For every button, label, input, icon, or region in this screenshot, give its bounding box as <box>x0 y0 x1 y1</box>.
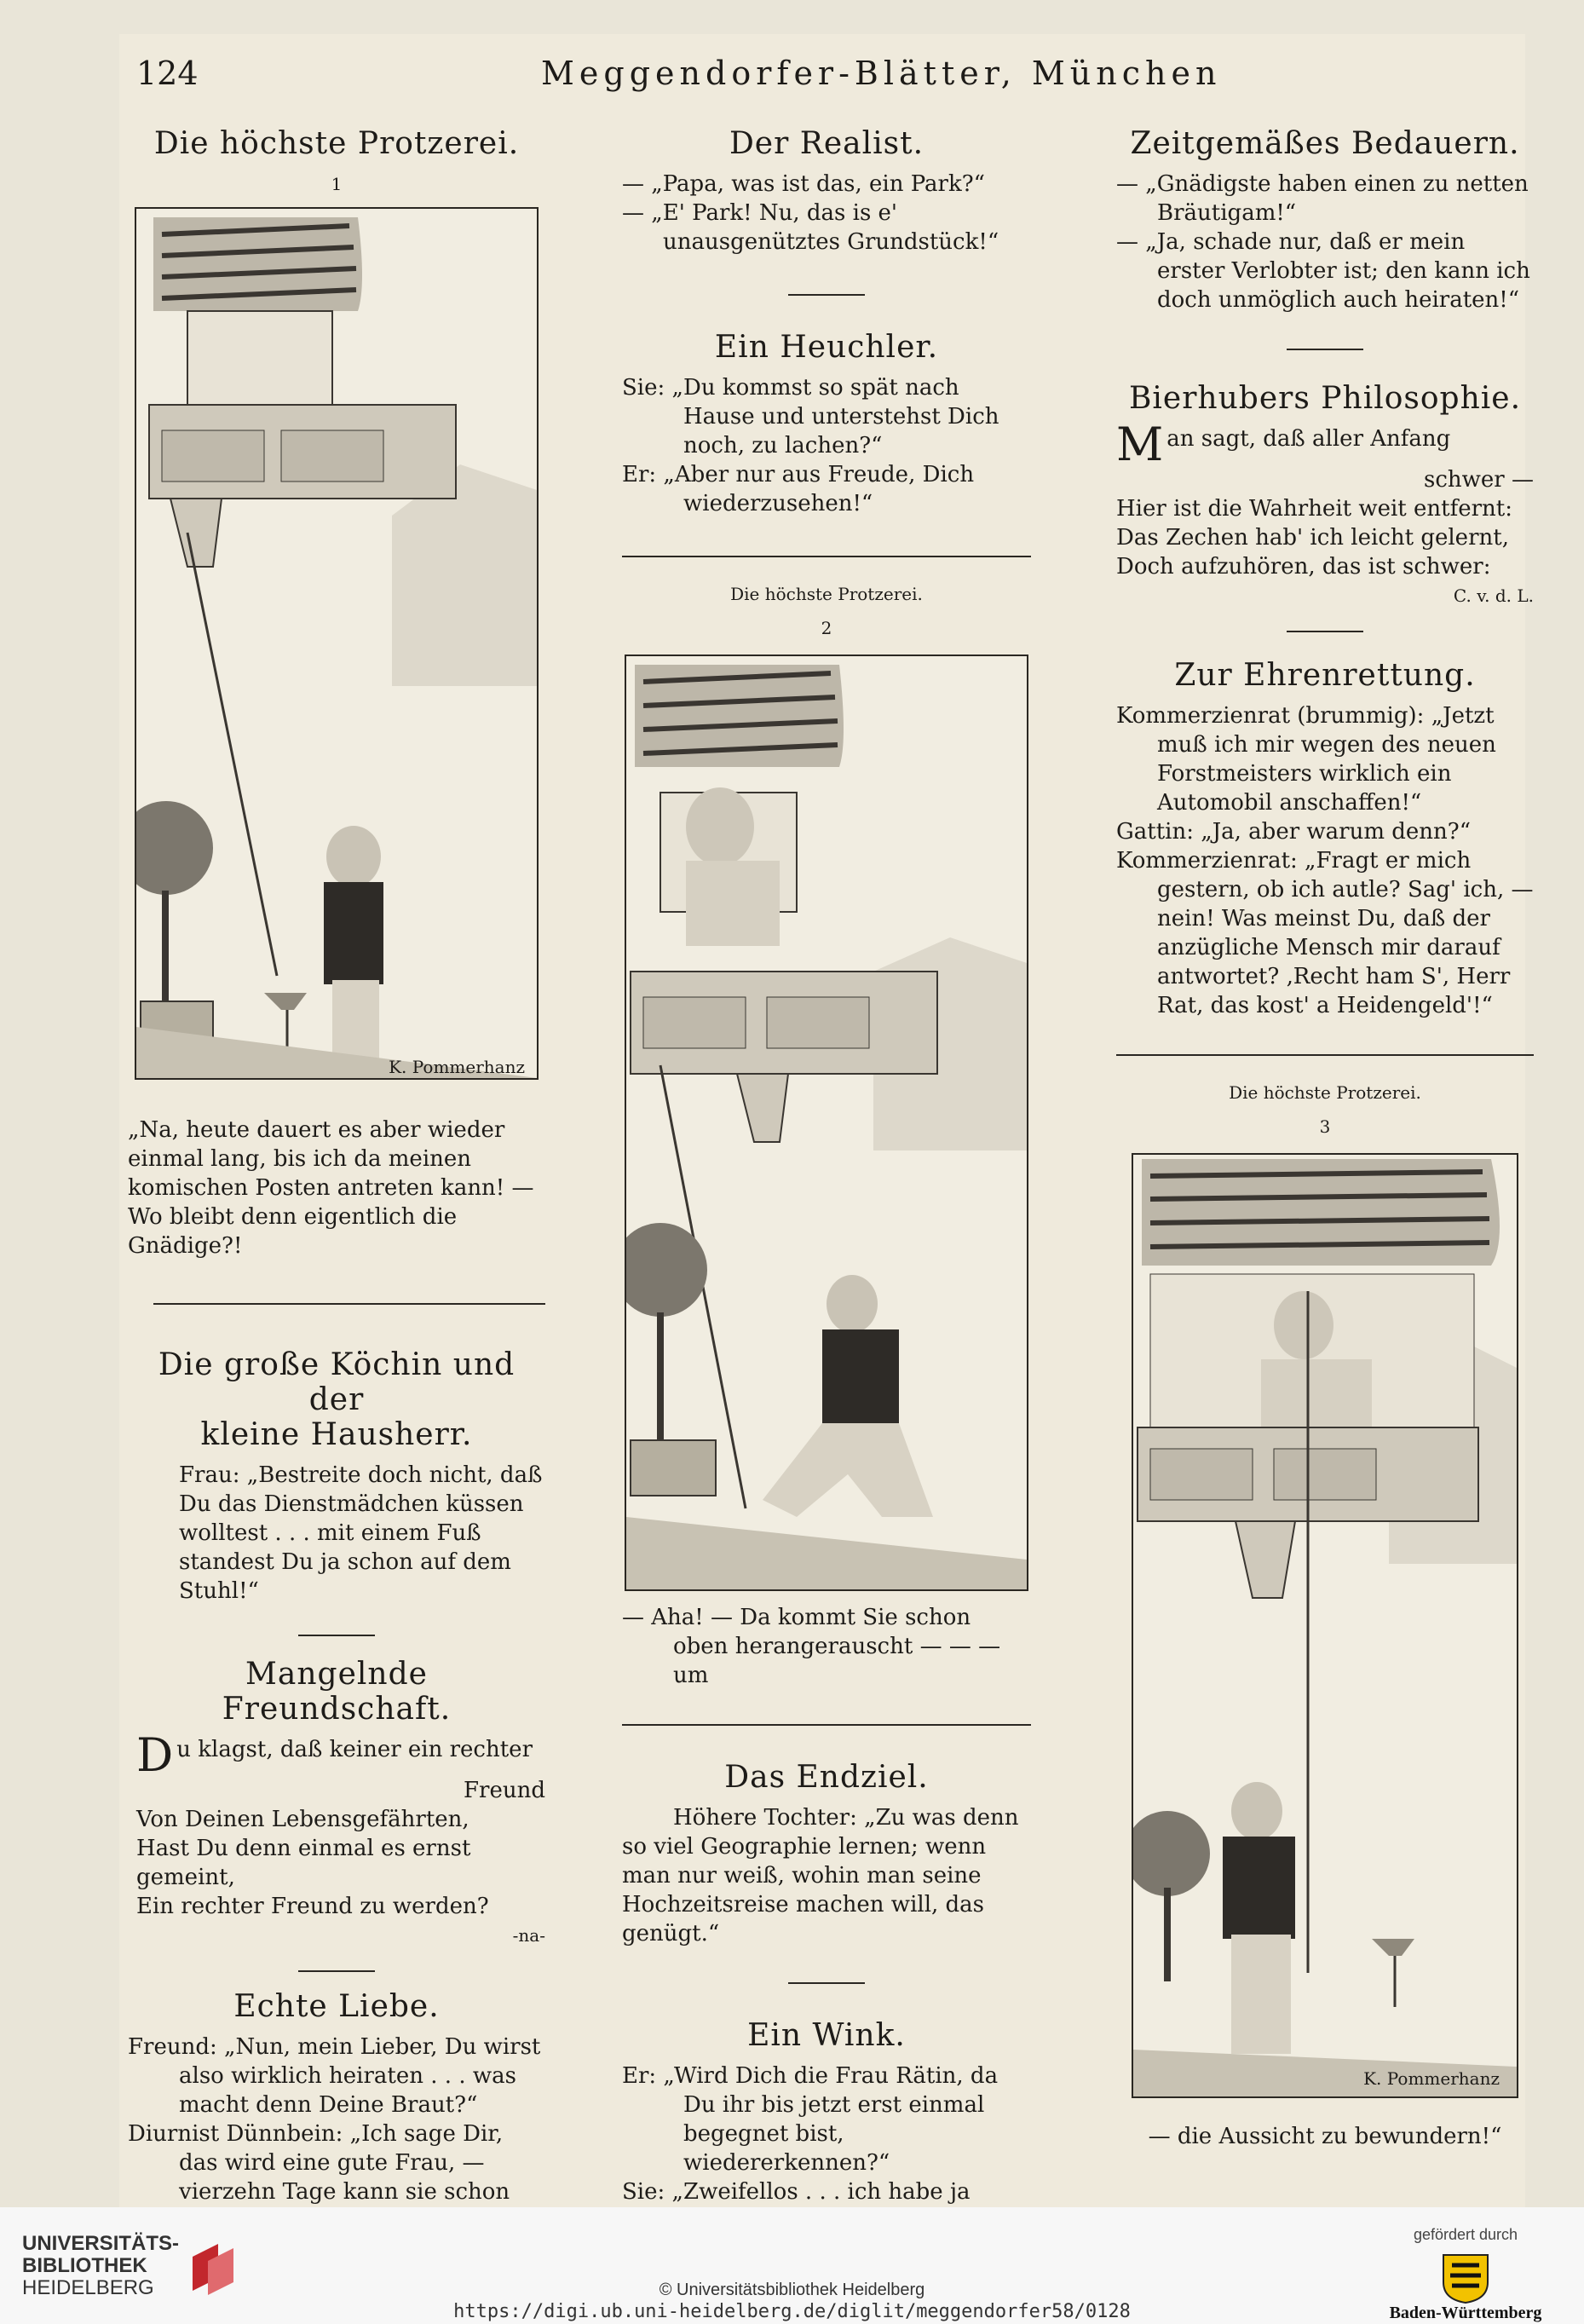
article-title: Echte Liebe. <box>233 1989 440 2024</box>
cartoon-title: Die höchste Protzerei. <box>1229 1082 1421 1103</box>
poem-line: u klagst, daß keiner ein rechter <box>176 1737 533 1762</box>
separator-rule <box>788 294 865 296</box>
drop-capital: M <box>1116 418 1164 471</box>
article-title: Der Realist. <box>729 126 924 161</box>
article-title: Die große Köchin und der <box>158 1347 516 1417</box>
artist-signature: K. Pommerhanz <box>389 1057 525 1077</box>
article-text: Diurnist Dünnbein: „Ich sage Dir, das wird eine gute Frau, — vierzehn Tage kann sie schon <box>128 2121 510 2205</box>
cartoon-caption: „Na, heute dauert es aber wieder einmal lang, bis ich da meinen komischen Posten antreten kann! — Wo bleibt denn eigentlich die Gnädige?! <box>128 1117 534 1259</box>
article-title: Bierhubers Philosophie. <box>1128 381 1522 416</box>
article-text: Sie: „Zweifellos . . . ich habe ja <box>622 2179 971 2205</box>
separator-rule <box>1287 631 1363 632</box>
library-name-line: UNIVERSITÄTS- <box>22 2232 180 2255</box>
article-text: Frau: „Bestreite doch nicht, daß Du das Dienstmädchen küssen wolltest . . . mit einem Fuß standest Du ja schon auf dem Stuhl!“ <box>179 1462 543 1604</box>
library-name-line: HEIDELBERG <box>22 2276 154 2299</box>
author-signature: -na- <box>512 1925 545 1946</box>
state-crest-icon <box>1442 2252 1489 2304</box>
library-footer <box>0 2207 1584 2324</box>
article-title: kleine Hausherr. <box>200 1417 473 1452</box>
drop-capital: D <box>136 1728 174 1782</box>
article-text: — „E' Park! Nu, das is e' unausgenütztes Grundstück!“ <box>622 200 999 255</box>
article-title: Zur Ehrenrettung. <box>1174 658 1476 693</box>
article-title: Das Endziel. <box>724 1760 929 1795</box>
article-text: Höhere Tochter: „Zu was denn so viel Geographie lernen; wenn man nur weiß, wohin man seine Hochzeitsreise machen will, das genügt.“ <box>622 1805 1019 1946</box>
cartoon-illustration <box>136 209 537 1078</box>
cartoon-number: 2 <box>821 618 832 638</box>
cartoon-title: Die höchste Protzerei. <box>730 584 923 604</box>
cartoon-panel-3 <box>1132 1153 1518 2098</box>
article-text: — „Ja, schade nur, daß er mein erster Verlobter ist; den kann ich doch unmöglich auch heiraten!“ <box>1116 229 1530 313</box>
article-text: Er: „Wird Dich die Frau Rätin, da Du ihr bis jetzt erst einmal begegnet bist, wiedererkennen?“ <box>622 2063 999 2176</box>
page-number: 124 <box>136 55 199 92</box>
poem-line: schwer — <box>1424 467 1534 493</box>
article-text: — „Gnädigste haben einen zu netten Bräutigam!“ <box>1116 171 1529 226</box>
separator-rule <box>622 1724 1031 1726</box>
artist-signature: K. Pommerhanz <box>1363 2068 1500 2089</box>
separator-rule <box>622 556 1031 557</box>
poem <box>128 1728 545 1950</box>
article-title: Ein Heuchler. <box>714 330 939 365</box>
poem-line: Hast Du denn einmal es ernst gemeint, <box>136 1836 471 1890</box>
article-text: — „Papa, was ist das, ein Park?“ <box>622 171 985 197</box>
article-text: Kommerzienrat (brummig): „Jetzt muß ich mir wegen des neuen Forstmeisters wirklich ein Automobil anschaffen!“ <box>1116 703 1496 816</box>
article-text: Freund: „Nun, mein Lieber, Du wirst also wirklich heiraten . . . was macht denn Deine Braut?“ <box>128 2034 541 2118</box>
article-title: Die höchste Protzerei. <box>153 126 520 161</box>
article-title: Zeitgemäßes Bedauern. <box>1130 126 1520 161</box>
poem-line: Doch aufzuhören, das ist schwer: <box>1116 554 1491 580</box>
separator-rule <box>1116 1054 1534 1056</box>
article-text: Er: „Aber nur aus Freude, Dich wiederzusehen!“ <box>622 462 975 516</box>
cartoon-caption: — die Aussicht zu bewundern!“ <box>1148 2124 1502 2149</box>
article-text: Sie: „Du kommst so spät nach Hause und unterstehst Dich noch, zu lachen?“ <box>622 375 999 458</box>
cartoon-number: 3 <box>1319 1116 1331 1137</box>
column-2 <box>622 119 1031 2264</box>
cartoon-caption: — Aha! — Da kommt Sie schon oben herangerauscht — — — um <box>622 1605 1001 1688</box>
poem-line: Hier ist die Wahrheit weit entfernt: <box>1116 496 1512 522</box>
poem-line: Von Deinen Lebensgefährten, <box>136 1807 469 1832</box>
permalink-url[interactable]: https://digi.ub.uni-heidelberg.de/diglit/meggendorfer58/0128 <box>453 2301 1131 2322</box>
cartoon-panel-1 <box>135 207 539 1080</box>
separator-rule <box>153 1303 545 1305</box>
column-3 <box>1116 119 1534 2151</box>
cartoon-illustration <box>1133 1155 1517 2096</box>
article-title: Ein Wink. <box>747 2018 906 2053</box>
author-signature: C. v. d. L. <box>1453 585 1534 606</box>
page-header <box>136 49 1517 101</box>
cartoon-illustration <box>626 656 1027 1589</box>
cartoon-panel-2 <box>625 655 1028 1591</box>
separator-rule <box>1287 349 1363 350</box>
poem-line: Freund <box>464 1778 545 1803</box>
state-name: Baden-Württemberg <box>1389 2304 1542 2322</box>
copyright-notice: © Universitätsbibliothek Heidelberg <box>659 2281 925 2299</box>
column-1 <box>128 119 545 2235</box>
separator-rule <box>788 1982 865 1984</box>
funding-logo <box>1380 2226 1551 2323</box>
separator-rule <box>298 1970 375 1972</box>
poem <box>1116 418 1534 610</box>
library-name-line: BIBLIOTHEK <box>22 2254 147 2277</box>
running-title: Meggendorfer-Blätter, München <box>541 55 1222 92</box>
article-title: Mangelnde Freundschaft. <box>222 1657 452 1727</box>
poem-line: an sagt, daß aller Anfang <box>1166 426 1451 452</box>
article-text: Gattin: „Ja, aber warum denn?“ <box>1116 819 1471 845</box>
poem-line: Das Zechen hab' ich leicht gelernt, <box>1116 525 1509 551</box>
article-text: Kommerzienrat: „Fragt er mich gestern, ob ich autle? Sag' ich, — nein! Was meinst Du, daß der anzügliche Mensch mir darauf antwortet? ‚Recht ham S', Herr Rat, das kost' a Heidengeld'!“ <box>1116 848 1534 1018</box>
separator-rule <box>298 1635 375 1636</box>
funded-by-label: gefördert durch <box>1413 2226 1518 2243</box>
poem-line: Ein rechter Freund zu werden? <box>136 1894 489 1919</box>
cartoon-number: 1 <box>331 174 343 194</box>
